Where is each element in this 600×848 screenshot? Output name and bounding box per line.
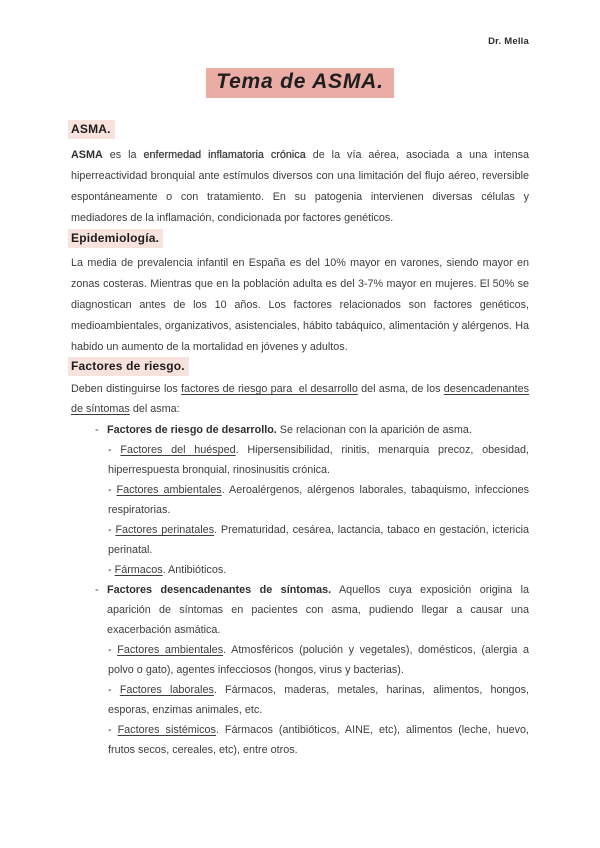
development-factors-text: Factores de riesgo de desarrollo. Se relacionan con la aparición de asma. — [107, 424, 472, 436]
section-heading-asma — [71, 121, 529, 138]
trigger-factors-marker: - — [95, 584, 99, 596]
title-row — [71, 68, 529, 98]
epidemiologia-heading-text: Epidemiología. — [68, 229, 163, 248]
trigger-factors-text: Factores desencadenantes de síntomas. Aquellos cuya exposición origina la aparición de síntomas en pacientes con asma, pudiendo llegar a causar una exacerbación asmática. — [107, 584, 529, 636]
section-heading-factores-riesgo — [71, 358, 529, 375]
occupational-factors-subitem: - Factores laborales. Fármacos, maderas, metales, harinas, alimentos, hongos, esporas, enzimas animales, etc. — [108, 684, 529, 716]
page-title: Tema de ASMA. — [206, 68, 394, 98]
author-label: Dr. Mella — [488, 36, 529, 47]
risk-factors-intro: Deben distinguirse los factores de riesgo para el desarrollo del asma, de los desencadenantes de síntomas del asma: — [71, 383, 529, 415]
trigger-factors-item — [71, 580, 529, 640]
trigger-environmental-subitem: - Factores ambientales. Atmosféricos (polución y vegetales), domésticos, (alergia a polvo o gato), agentes infecciosos (hongos, virus y bacterias). — [108, 644, 529, 676]
drug-factors-subitem: - Fármacos. Antibióticos. — [108, 564, 227, 576]
host-factors-subitem: - Factores del huésped. Hipersensibilidad, rinitis, menarquia precoz, obesidad, hiperrespuesta bronquial, rinosinusitis crónica. — [108, 444, 529, 476]
development-factors-marker: - — [95, 424, 99, 436]
asma-heading-text: ASMA. — [68, 120, 115, 139]
factores-riesgo-heading-text: Factores de riesgo. — [68, 357, 189, 376]
environmental-factors-subitem: - Factores ambientales. Aeroalérgenos, alérgenos laborales, tabaquismo, infecciones respiratorias. — [108, 484, 529, 516]
section-heading-epidemiologia — [71, 230, 529, 247]
systemic-factors-subitem: - Factores sistémicos. Fármacos (antibióticos, AINE, etc), alimentos (leche, huevo, frutos secos, cereales, etc), entre otros. — [108, 724, 529, 756]
epidemiologia-paragraph: La media de prevalencia infantil en España es del 10% mayor en varones, siendo mayor en zonas costeras. Mientras que en la población adulta es del 3-7% mayor en mujeres. El 50% se diagnostican antes de los 10 años. Los factores relacionados son factores genéticos, medioambientales, organizativos, asistenciales, hábito tabáquico, alimentación y alérgenos. Ha habido un aumento de la mortalidad en jóvenes y adultos. — [71, 257, 529, 353]
asma-paragraph: ASMA es la enfermedad inflamatoria crónica de la vía aérea, asociada a una intensa hiperreactividad bronquial ante estímulos diversos con una limitación del flujo aéreo, reversible espontáneamente o con tratamiento. En su patogenia intervienen diversas células y mediadores de la inflamación, condicionada por factores genéticos. — [71, 149, 529, 224]
perinatal-factors-subitem: - Factores perinatales. Prematuridad, cesárea, lactancia, tabaco en gestación, ictericia perinatal. — [108, 524, 529, 556]
risk-factors-list — [71, 420, 529, 760]
development-factors-item — [71, 420, 529, 440]
